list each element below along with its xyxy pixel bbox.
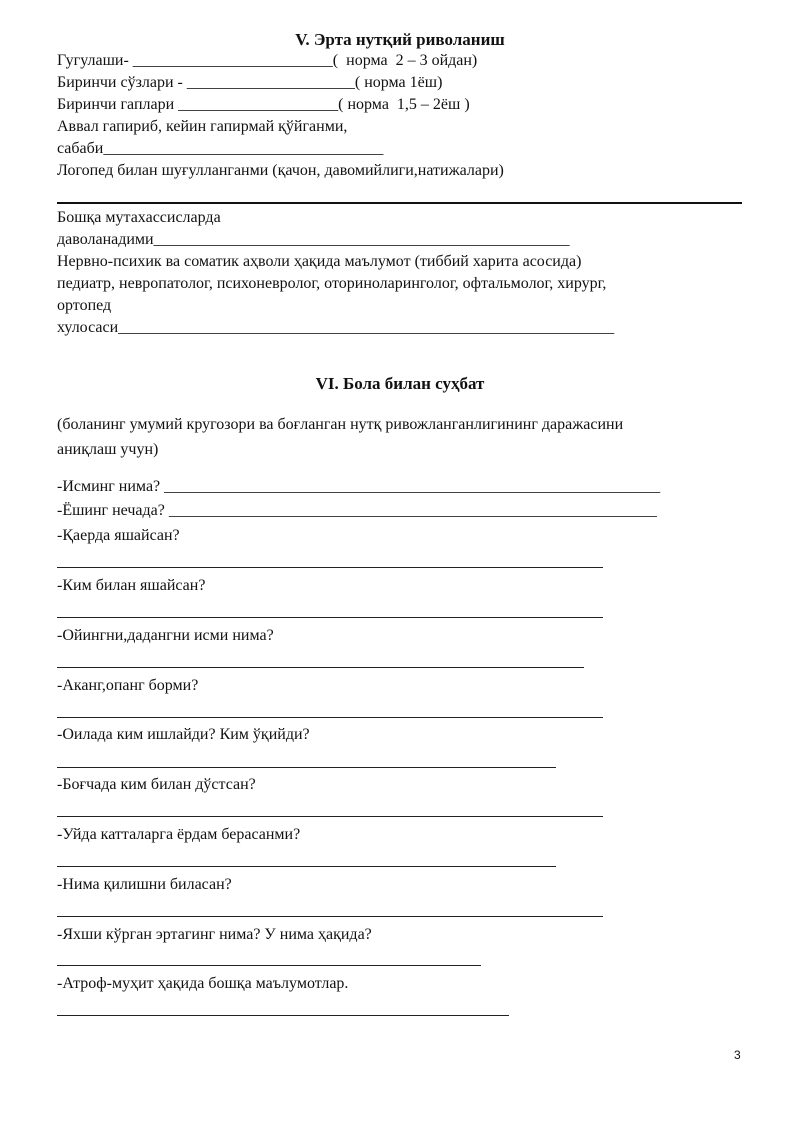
specialists-list-line: педиатр, невропатолог, психоневролог, оториноларинголог, офтальмолог, хирург,	[57, 275, 607, 292]
answer-line	[57, 916, 603, 917]
speech-therapist-line: Логопед билан шуғулланганми (қачон, давомийлиги,натижалари)	[57, 162, 504, 179]
answer-line	[57, 667, 584, 668]
subtitle-line-2: аниқлаш учун)	[57, 441, 159, 458]
question-siblings: -Аканг,опанг борми?	[57, 677, 199, 694]
answer-line	[57, 567, 603, 568]
question-family-work: -Оилада ким ишлайди? Ким ўқийди?	[57, 726, 310, 743]
question-age: -Ёшинг нечада? _____________________________________________________________	[57, 502, 657, 519]
question-favorite-tale: -Яхши кўрган эртагинг нима? У нима ҳақида?	[57, 926, 372, 943]
answer-line	[57, 816, 603, 817]
neuro-somatic-line: Нервно-психик ва соматик аҳволи ҳақида маълумот (тиббий харита асосида)	[57, 253, 582, 270]
question-where-live: -Қаерда яшайсан?	[57, 527, 180, 544]
full-width-rule	[57, 202, 742, 204]
first-words-line: Биринчи сўзлари - _____________________( норма 1ёш)	[57, 74, 443, 91]
answer-line	[57, 965, 481, 966]
question-what-can-do: -Нима қилишни биласан?	[57, 876, 232, 893]
question-parents-names: -Ойингни,дадангни исми нима?	[57, 627, 274, 644]
answer-line	[57, 767, 556, 768]
subtitle-line-1: (боланинг умумий кругозори ва боғланган нутқ ривожланганлигининг даражасини	[57, 416, 624, 433]
question-kindergarten-friend: -Боғчада ким билан дўстсан?	[57, 776, 256, 793]
page-number: 3	[734, 1048, 741, 1062]
answer-line	[57, 617, 603, 618]
answer-line	[57, 717, 603, 718]
question-live-with: -Ким билан яшайсан?	[57, 577, 206, 594]
treatment-line: даволанадими____________________________________________________	[57, 231, 570, 248]
question-environment: -Атроф-муҳит ҳақида бошқа маълумотлар.	[57, 975, 349, 992]
babbling-line: Гугулаши- _________________________( норма 2 – 3 ойдан)	[57, 52, 478, 69]
section-5-title: V. Эрта нутқий риволаниш	[295, 30, 505, 49]
speech-regression-line: Аввал гапириб, кейин гапирмай қўйганми,	[57, 118, 348, 135]
section-6-title: VI. Бола билан суҳбат	[315, 374, 485, 393]
other-specialists-line: Бошқа мутахассисларда	[57, 209, 221, 226]
reason-line: сабаби___________________________________	[57, 140, 384, 157]
answer-line	[57, 866, 556, 867]
question-name: -Исминг нима? ______________________________________________________________	[57, 478, 661, 495]
orthopedist-line: ортопед	[57, 297, 112, 314]
conclusion-line: хулосаси______________________________________________________________	[57, 319, 615, 336]
first-sentences-line: Биринчи гаплари ____________________( норма 1,5 – 2ёш )	[57, 96, 470, 113]
question-help-adults: -Уйда катталарга ёрдам берасанми?	[57, 826, 301, 843]
answer-line	[57, 1015, 509, 1016]
